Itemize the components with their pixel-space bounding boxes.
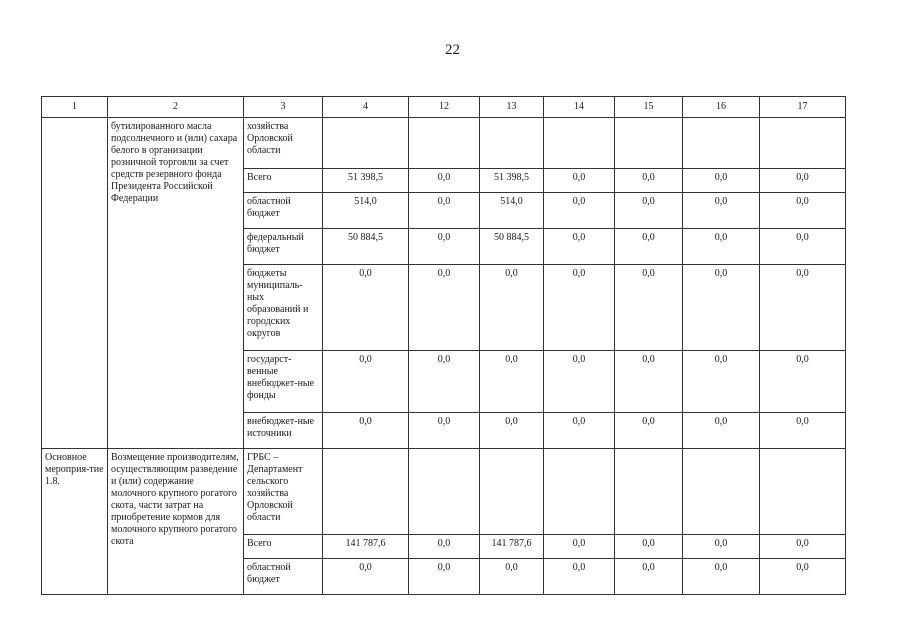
value-cell: 0,0 <box>760 169 846 193</box>
value-cell: 0,0 <box>409 413 480 449</box>
header-cell: 3 <box>244 97 323 118</box>
measure-cell: Основное мероприя-тие 1.8. <box>42 449 108 595</box>
value-cell: 0,0 <box>544 559 615 595</box>
table-row <box>42 118 846 169</box>
value-cell: 0,0 <box>323 351 409 413</box>
value-cell: 0,0 <box>760 413 846 449</box>
value-cell: 0,0 <box>683 265 760 351</box>
value-cell <box>615 118 683 169</box>
value-cell: 0,0 <box>615 413 683 449</box>
funding-source-cell: Всего <box>244 535 323 559</box>
value-cell: 0,0 <box>760 265 846 351</box>
value-cell: 0,0 <box>615 169 683 193</box>
header-cell: 16 <box>683 97 760 118</box>
funding-source-cell: внебюджет-ные источники <box>244 413 323 449</box>
value-cell <box>760 449 846 535</box>
value-cell: 0,0 <box>683 535 760 559</box>
value-cell: 0,0 <box>683 229 760 265</box>
value-cell: 0,0 <box>409 265 480 351</box>
budget-table <box>41 96 846 595</box>
value-cell: 0,0 <box>323 265 409 351</box>
value-cell: 0,0 <box>544 193 615 229</box>
header-cell: 1 <box>42 97 108 118</box>
value-cell: 0,0 <box>615 351 683 413</box>
value-cell <box>760 118 846 169</box>
value-cell <box>323 118 409 169</box>
value-cell: 0,0 <box>615 229 683 265</box>
funding-source-cell: областной бюджет <box>244 193 323 229</box>
value-cell: 0,0 <box>760 229 846 265</box>
value-cell: 50 884,5 <box>323 229 409 265</box>
measure-cell <box>42 118 108 449</box>
value-cell: 51 398,5 <box>480 169 544 193</box>
value-cell: 0,0 <box>544 265 615 351</box>
value-cell: 0,0 <box>760 193 846 229</box>
value-cell <box>544 118 615 169</box>
funding-source-cell: государст-венные внебюджет-ные фонды <box>244 351 323 413</box>
value-cell: 0,0 <box>409 559 480 595</box>
header-row <box>42 97 846 118</box>
header-cell: 12 <box>409 97 480 118</box>
value-cell: 0,0 <box>480 351 544 413</box>
value-cell: 0,0 <box>480 559 544 595</box>
funding-source-cell: областной бюджет <box>244 559 323 595</box>
value-cell <box>544 449 615 535</box>
value-cell <box>683 449 760 535</box>
header-cell: 2 <box>108 97 244 118</box>
value-cell: 51 398,5 <box>323 169 409 193</box>
value-cell: 0,0 <box>760 351 846 413</box>
funding-source-cell: ГРБС – Департамент сельского хозяйства Орловской области <box>244 449 323 535</box>
value-cell: 0,0 <box>683 169 760 193</box>
value-cell <box>615 449 683 535</box>
value-cell: 0,0 <box>615 265 683 351</box>
value-cell <box>683 118 760 169</box>
value-cell: 0,0 <box>409 535 480 559</box>
value-cell: 0,0 <box>544 413 615 449</box>
value-cell: 514,0 <box>323 193 409 229</box>
value-cell <box>409 449 480 535</box>
description-cell: Возмещение производителям, осуществляющим разведение и (или) содержание молочного крупного рогатого скота, части затрат на приобретение кормов для молочного крупного рогатого скота <box>108 449 244 595</box>
value-cell: 141 787,6 <box>323 535 409 559</box>
funding-source-cell: федеральный бюджет <box>244 229 323 265</box>
value-cell: 0,0 <box>760 559 846 595</box>
value-cell: 0,0 <box>615 559 683 595</box>
value-cell: 0,0 <box>683 413 760 449</box>
value-cell <box>409 118 480 169</box>
value-cell: 0,0 <box>760 535 846 559</box>
funding-source-cell: Всего <box>244 169 323 193</box>
value-cell: 514,0 <box>480 193 544 229</box>
table-row <box>42 449 846 535</box>
header-cell: 13 <box>480 97 544 118</box>
header-cell: 15 <box>615 97 683 118</box>
value-cell: 0,0 <box>409 229 480 265</box>
value-cell: 0,0 <box>323 413 409 449</box>
value-cell <box>480 449 544 535</box>
value-cell: 0,0 <box>544 351 615 413</box>
value-cell: 0,0 <box>409 351 480 413</box>
value-cell: 0,0 <box>615 193 683 229</box>
header-cell: 4 <box>323 97 409 118</box>
value-cell: 0,0 <box>480 265 544 351</box>
value-cell: 0,0 <box>683 559 760 595</box>
value-cell: 0,0 <box>323 559 409 595</box>
value-cell: 50 884,5 <box>480 229 544 265</box>
description-cell: бутилированного масла подсолнечного и (или) сахара белого в организации розничной торговли за счет средств резервного фонда Президента Российской Федерации <box>108 118 244 449</box>
value-cell: 0,0 <box>409 193 480 229</box>
header-cell: 14 <box>544 97 615 118</box>
page-number: 22 <box>445 42 460 58</box>
funding-source-cell: хозяйства Орловской области <box>244 118 323 169</box>
value-cell: 0,0 <box>544 535 615 559</box>
value-cell: 0,0 <box>409 169 480 193</box>
funding-source-cell: бюджеты муниципаль-ных образований и городских округов <box>244 265 323 351</box>
value-cell: 0,0 <box>683 351 760 413</box>
value-cell <box>480 118 544 169</box>
value-cell: 0,0 <box>615 535 683 559</box>
value-cell: 0,0 <box>683 193 760 229</box>
value-cell: 0,0 <box>480 413 544 449</box>
header-cell: 17 <box>760 97 846 118</box>
value-cell: 141 787,6 <box>480 535 544 559</box>
value-cell <box>323 449 409 535</box>
value-cell: 0,0 <box>544 169 615 193</box>
value-cell: 0,0 <box>544 229 615 265</box>
